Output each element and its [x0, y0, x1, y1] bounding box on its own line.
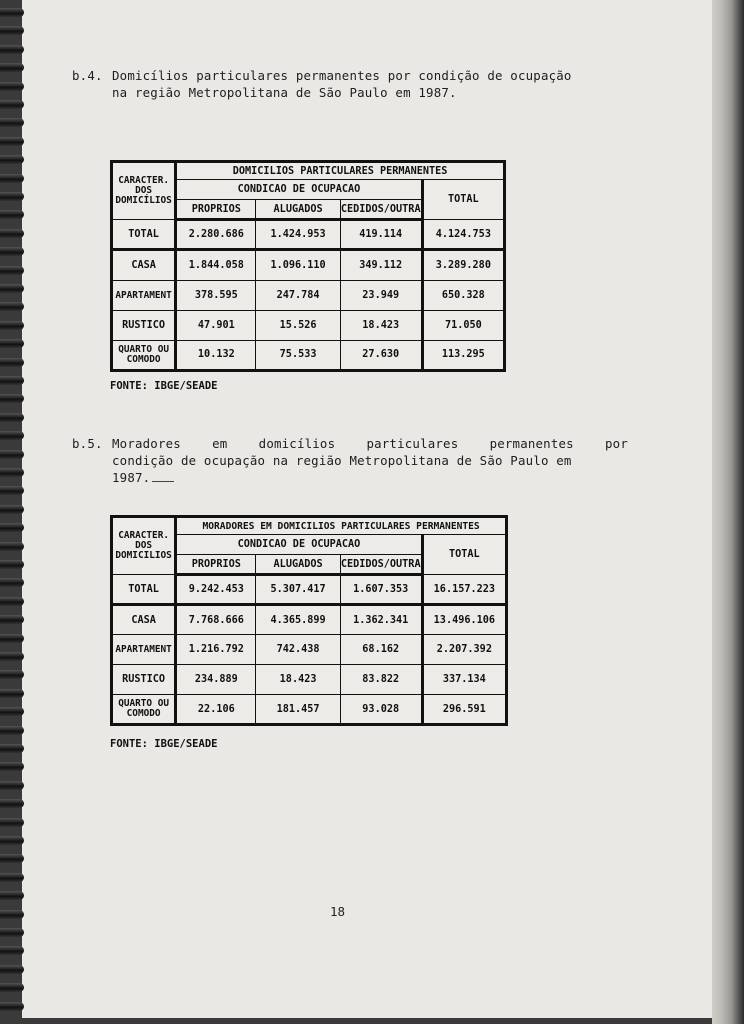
- subgroup-title: CONDICAO DE OCUPACAO: [176, 180, 423, 200]
- binding-ring: [0, 302, 24, 311]
- cell: 1.096.110: [256, 250, 340, 280]
- total-column-header: TOTAL: [422, 180, 504, 220]
- binding-ring: [0, 707, 24, 716]
- cell-total: 2.207.392: [422, 635, 506, 665]
- table-row: [112, 280, 505, 310]
- binding-ring: [0, 82, 24, 91]
- cell: 1.607.353: [340, 575, 422, 605]
- binding-ring: [0, 192, 24, 201]
- row-header-line: DOS: [135, 540, 153, 551]
- row-label: [112, 340, 176, 370]
- column-header: ALUGADOS: [256, 555, 340, 575]
- binding-ring: [0, 910, 24, 919]
- binding-ring: [0, 726, 24, 735]
- group-title: MORADORES EM DOMICILIOS PARTICULARES PERMANENTES: [176, 517, 507, 535]
- binding-ring: [0, 266, 24, 275]
- binding-ring: [0, 670, 24, 679]
- table1-source: FONTE: IBGE/SEADE: [110, 380, 218, 392]
- row-header-line: DOS: [135, 185, 153, 197]
- section-b4-label: b.4.: [72, 68, 103, 83]
- binding-ring: [0, 431, 24, 440]
- cell: 18.423: [256, 665, 340, 695]
- row-label-line: COMODO: [126, 353, 161, 365]
- row-label-line: COMODO: [126, 708, 161, 719]
- binding-ring: [0, 321, 24, 330]
- section-b5-word: Moradores: [112, 436, 181, 451]
- document-page: [22, 0, 712, 1018]
- table-row: [112, 220, 505, 250]
- binding-ring: [0, 45, 24, 54]
- table-row: [112, 605, 507, 635]
- cell-total: 16.157.223: [422, 575, 506, 605]
- cell: 378.595: [176, 280, 256, 310]
- binding-ring: [0, 873, 24, 882]
- binding-ring: [0, 358, 24, 367]
- total-column-header: TOTAL: [422, 535, 506, 575]
- binding-ring: [0, 413, 24, 422]
- binding-ring: [0, 578, 24, 587]
- binding-ring: [0, 486, 24, 495]
- binding-ring: [0, 542, 24, 551]
- cell: 75.533: [256, 340, 340, 370]
- cell: 5.307.417: [256, 575, 340, 605]
- column-header: PROPRIOS: [176, 555, 256, 575]
- cell: 83.822: [340, 665, 422, 695]
- cell: 234.889: [176, 665, 256, 695]
- table2-source: FONTE: IBGE/SEADE: [110, 738, 218, 750]
- cell: 1.216.792: [176, 635, 256, 665]
- page-number: 18: [330, 904, 346, 919]
- binding-ring: [0, 615, 24, 624]
- table-row: [112, 575, 507, 605]
- cell-total: 296.591: [422, 695, 506, 725]
- row-header-line: CARACTER.: [118, 175, 169, 187]
- cell: 742.438: [256, 635, 340, 665]
- binding-ring: [0, 174, 24, 183]
- cell: 349.112: [340, 250, 422, 280]
- binding-ring: [0, 689, 24, 698]
- cell-total: 4.124.753: [422, 220, 504, 250]
- section-b5-word: permanentes: [489, 436, 574, 451]
- table-row: [112, 695, 507, 725]
- row-label-line: QUARTO OU: [118, 698, 169, 709]
- table-row: [112, 635, 507, 665]
- section-b4-heading: [72, 67, 632, 101]
- cell-total: 3.289.280: [422, 250, 504, 280]
- group-title: DOMICILIOS PARTICULARES PERMANENTES: [176, 162, 505, 180]
- column-header: CEDIDOS/OUTRA: [340, 555, 422, 575]
- binding-ring: [0, 8, 24, 17]
- binding-ring: [0, 63, 24, 72]
- binding-ring: [0, 339, 24, 348]
- cell: 47.901: [176, 310, 256, 340]
- section-b4-line1: Domicílios particulares permanentes por condição de ocupação: [112, 68, 572, 83]
- row-header-cell: [112, 162, 176, 220]
- column-header: PROPRIOS: [176, 200, 256, 220]
- binding-ring: [0, 597, 24, 606]
- binding-ring: [0, 1002, 24, 1011]
- cell: 7.768.666: [176, 605, 256, 635]
- binding-ring: [0, 799, 24, 808]
- binding-ring: [0, 394, 24, 403]
- cell: 18.423: [340, 310, 422, 340]
- section-b5-label: b.5.: [72, 436, 103, 451]
- binding-ring: [0, 523, 24, 532]
- cell: 181.457: [256, 695, 340, 725]
- binding-ring: [0, 118, 24, 127]
- section-b5-word: por: [605, 436, 628, 451]
- binding-ring: [0, 634, 24, 643]
- binding-ring: [0, 26, 24, 35]
- column-header: CEDIDOS/OUTRA: [340, 200, 422, 220]
- cell: 1.362.341: [340, 605, 422, 635]
- row-label-line: QUARTO OU: [118, 343, 169, 355]
- row-label: CASA: [112, 250, 176, 280]
- binding-ring: [0, 137, 24, 146]
- cell-total: 650.328: [422, 280, 504, 310]
- cell: 1.844.058: [176, 250, 256, 280]
- binding-ring: [0, 652, 24, 661]
- binding-ring: [0, 762, 24, 771]
- binding-ring: [0, 946, 24, 955]
- binding-ring: [0, 560, 24, 569]
- underline-mark: [152, 480, 174, 482]
- section-b5-line2: condição de ocupação na região Metropolitana de São Paulo em: [112, 453, 572, 468]
- binding-ring: [0, 965, 24, 974]
- binding-ring: [0, 854, 24, 863]
- row-header-line: DOMICÍLIOS: [115, 195, 172, 207]
- cell-total: 337.134: [422, 665, 506, 695]
- section-b5-line3: 1987.: [112, 470, 151, 485]
- binding-ring: [0, 100, 24, 109]
- table-row: [112, 665, 507, 695]
- cell-total: 71.050: [422, 310, 504, 340]
- row-header-cell: [112, 517, 176, 575]
- cell: 247.784: [256, 280, 340, 310]
- table-row: [112, 340, 505, 370]
- binding-ring: [0, 928, 24, 937]
- section-b5-word: particulares: [366, 436, 459, 451]
- cell: 93.028: [340, 695, 422, 725]
- binding-ring: [0, 284, 24, 293]
- binding-ring: [0, 891, 24, 900]
- binding-ring: [0, 229, 24, 238]
- cell: 22.106: [176, 695, 256, 725]
- table-moradores: [110, 515, 508, 726]
- row-header-line: CARACTER.: [118, 530, 169, 541]
- table-row: [112, 310, 505, 340]
- cell: 68.162: [340, 635, 422, 665]
- cell: 27.630: [340, 340, 422, 370]
- cell: 4.365.899: [256, 605, 340, 635]
- section-b4-line2: na região Metropolitana de São Paulo em 1987.: [112, 85, 457, 100]
- cell-total: 13.496.106: [422, 605, 506, 635]
- row-label: APARTAMENT: [112, 635, 176, 665]
- cell-total: 113.295: [422, 340, 504, 370]
- binding-ring: [0, 983, 24, 992]
- binding-ring: [0, 744, 24, 753]
- row-label: TOTAL: [112, 220, 176, 250]
- cell: 419.114: [340, 220, 422, 250]
- page-edge: [712, 0, 744, 1024]
- binding-ring: [0, 781, 24, 790]
- spiral-binding: [0, 8, 26, 1018]
- binding-ring: [0, 836, 24, 845]
- column-header: ALUGADOS: [256, 200, 340, 220]
- row-label: RUSTICO: [112, 665, 176, 695]
- section-b5-heading: [72, 435, 628, 486]
- cell: 15.526: [256, 310, 340, 340]
- binding-ring: [0, 210, 24, 219]
- binding-ring: [0, 468, 24, 477]
- row-label: APARTAMENT: [112, 280, 176, 310]
- row-label: [112, 695, 176, 725]
- cell: 23.949: [340, 280, 422, 310]
- cell: 10.132: [176, 340, 256, 370]
- cell: 1.424.953: [256, 220, 340, 250]
- binding-ring: [0, 818, 24, 827]
- binding-ring: [0, 376, 24, 385]
- cell: 9.242.453: [176, 575, 256, 605]
- cell: 2.280.686: [176, 220, 256, 250]
- row-label: TOTAL: [112, 575, 176, 605]
- row-label: RUSTICO: [112, 310, 176, 340]
- binding-ring: [0, 505, 24, 514]
- binding-ring: [0, 247, 24, 256]
- table-row: [112, 250, 505, 280]
- row-header-line: DOMICILIOS: [115, 550, 172, 561]
- section-b5-word: domicílios: [258, 436, 336, 451]
- row-label: CASA: [112, 605, 176, 635]
- binding-ring: [0, 450, 24, 459]
- section-b5-word: em: [212, 436, 228, 451]
- subgroup-title: CONDICAO DE OCUPACAO: [176, 535, 423, 555]
- table-domicilios: [110, 160, 506, 372]
- binding-ring: [0, 155, 24, 164]
